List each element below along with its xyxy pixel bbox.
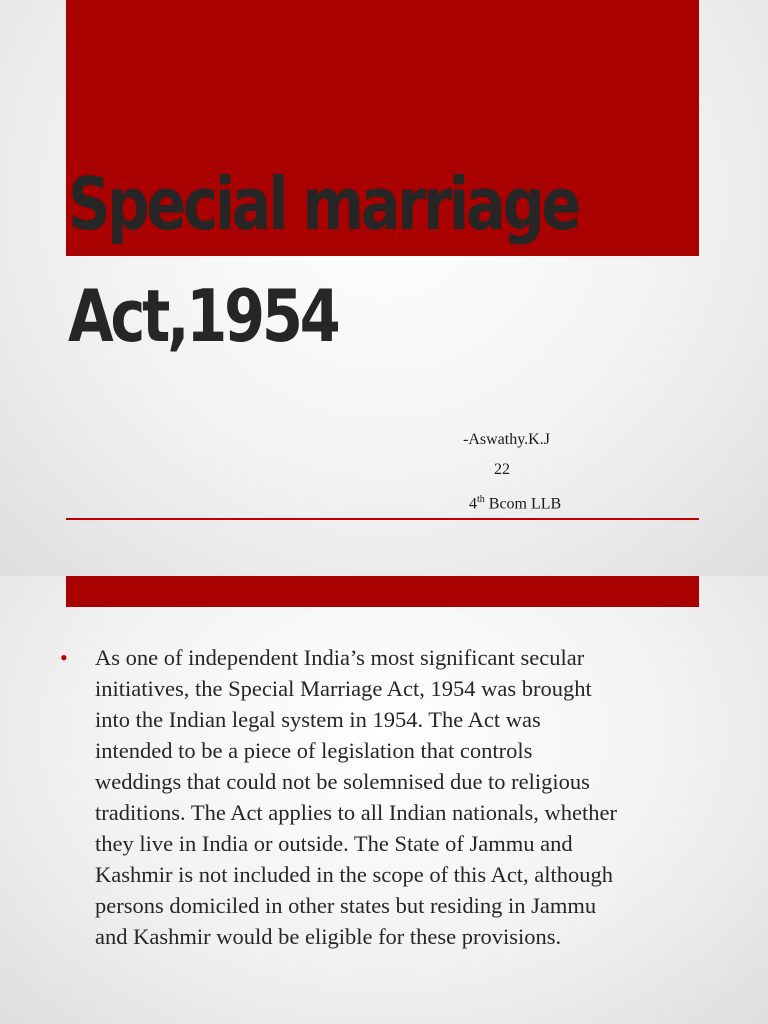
- bullet-list: [60, 642, 710, 952]
- course-label: [463, 485, 561, 519]
- bullet-text-line-2: initiatives, the Special Marriage Act, 1954 was brought: [95, 676, 592, 701]
- bullet-item: [60, 642, 710, 952]
- bullet-text-line-8: Kashmir is not included in the scope of this Act, although: [95, 862, 614, 887]
- bullet-text-line-6: traditions. The Act applies to all Indian nationals, whether: [95, 800, 617, 825]
- content-slide: [0, 576, 768, 1024]
- roll-number: 22: [494, 461, 510, 478]
- bullet-text-line-7: they live in India or outside. The State of Jammu and: [95, 831, 573, 856]
- author-name: -Aswathy.K.J: [463, 431, 550, 448]
- slide-title-line-2: Act,1954: [68, 274, 338, 358]
- slide-title: [68, 148, 626, 372]
- course-ordinal-suffix: th: [477, 494, 485, 505]
- bullet-text-line-5: weddings that could not be solemnised due to religious: [95, 769, 590, 794]
- bullet-text-line-3: into the Indian legal system in 1954. The Act was: [95, 707, 541, 732]
- bullet-text-line-4: intended to be a piece of legislation that controls: [95, 738, 533, 763]
- bullet-text-line-10: and Kashmir would be eligible for these provisions.: [95, 924, 562, 949]
- bullet-text-line-1: As one of independent India’s most significant secular: [95, 645, 585, 670]
- author-byline: [463, 425, 561, 519]
- course-name: Bcom LLB: [484, 495, 562, 513]
- divider-rule: [66, 518, 699, 520]
- course-number: 4: [469, 495, 477, 513]
- slide-title-line-1: Special marriage: [68, 162, 579, 246]
- content-red-block: [66, 576, 699, 607]
- bullet-text-line-9: persons domiciled in other states but residing in Jammu: [95, 893, 597, 918]
- bullet-dot-icon: •: [60, 645, 68, 670]
